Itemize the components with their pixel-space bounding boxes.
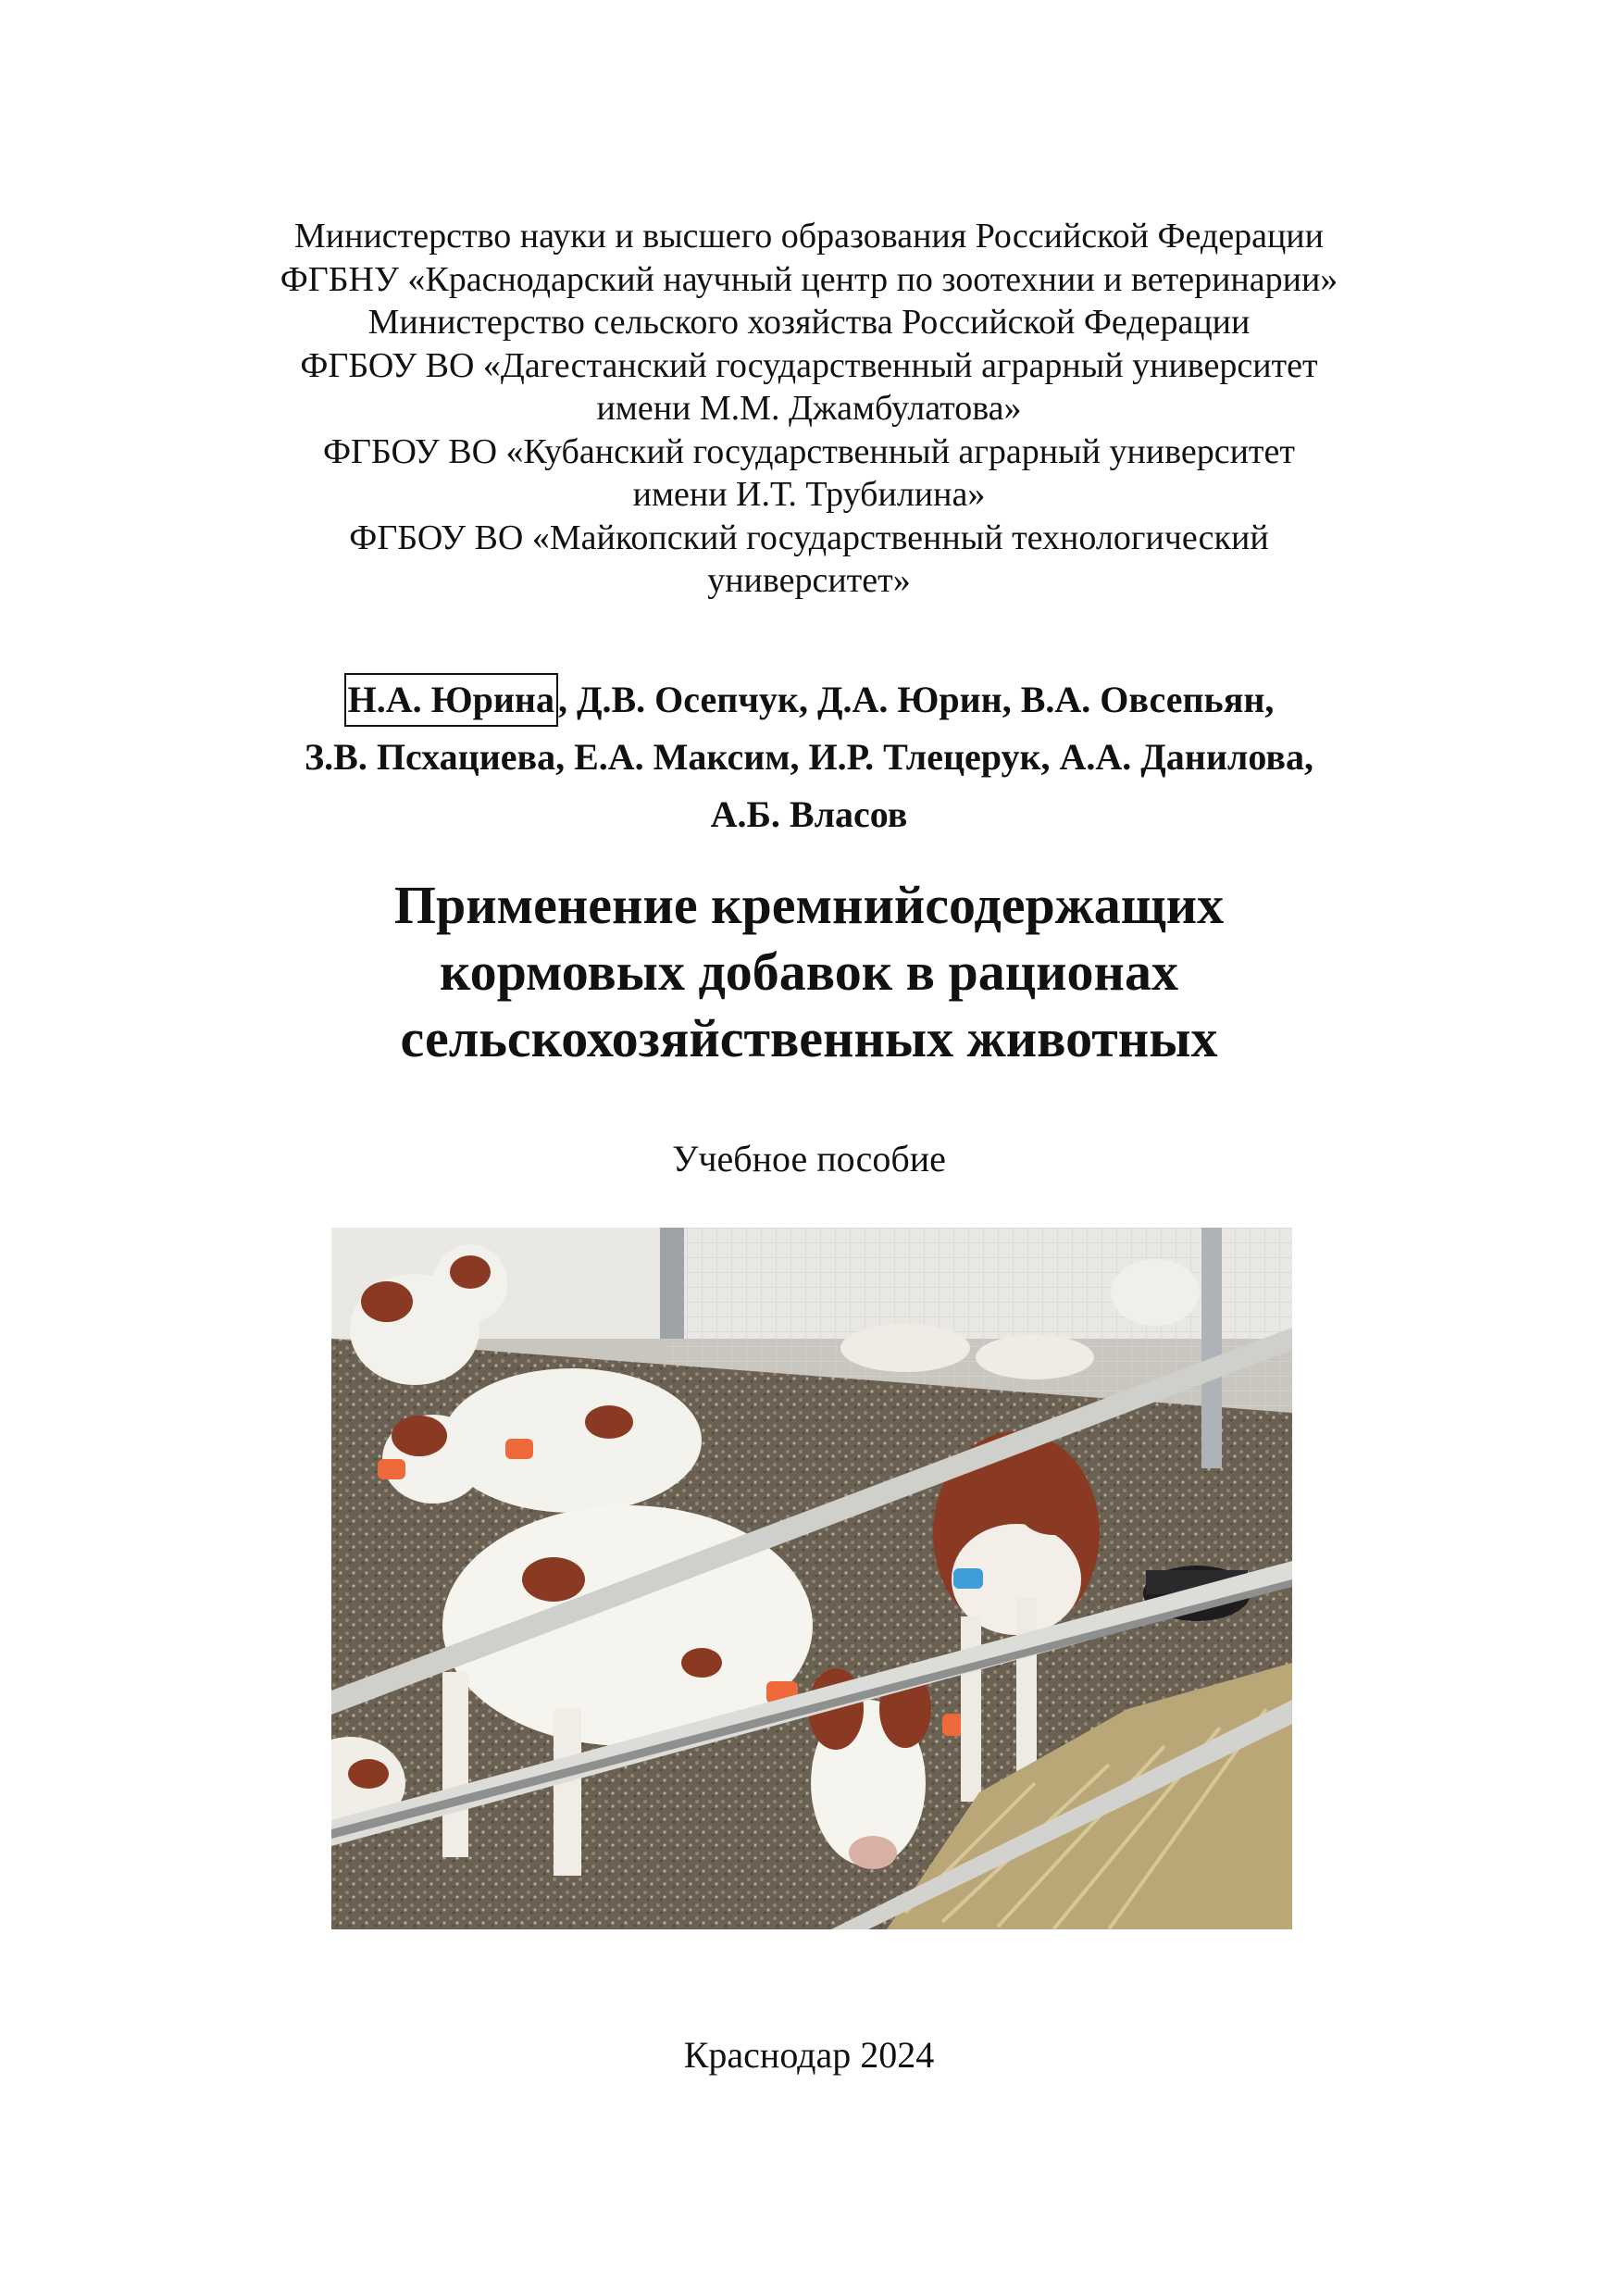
authors-line-1: [0, 671, 1618, 729]
authors-line-1-rest: , Д.В. Осепчук, Д.А. Юрин, В.А. Овсепьян,: [557, 679, 1275, 720]
title-line: сельскохозяйственных животных: [400, 1008, 1218, 1068]
book-subtitle: Учебное пособие: [672, 1138, 946, 1179]
organization-line: имени И.Т. Трубилина»: [632, 475, 986, 514]
cover-photo-calves: [331, 1228, 1292, 1929]
authors-line-2: З.В. Псхациева, Е.А. Максим, И.Р. Тлецерук, А.А. Данилова,: [305, 736, 1313, 778]
organization-line: ФГБОУ ВО «Майкопский государственный технологический: [349, 518, 1269, 557]
organization-line: ФГБОУ ВО «Кубанский государственный аграрный университет: [323, 431, 1295, 471]
organization-line: имени М.М. Джамбулатова»: [596, 389, 1022, 428]
title-line: кормовых добавок в рационах: [440, 942, 1178, 1002]
book-title: [0, 872, 1618, 1072]
organization-line: ФГБОУ ВО «Дагестанский государственный аграрный университет: [300, 345, 1318, 385]
organization-line: университет»: [707, 561, 911, 600]
organizations-block: [0, 215, 1618, 603]
authors-line-3: А.Б. Власов: [710, 793, 908, 835]
organization-line: Министерство науки и высшего образования Российской Федерации: [294, 217, 1324, 256]
organization-line: ФГБНУ «Краснодарский научный центр по зоотехнии и ветеринарии»: [280, 259, 1338, 299]
authors-block: [0, 671, 1618, 843]
title-line: Применение кремнийсодержащих: [393, 875, 1225, 935]
organization-line: Министерство сельского хозяйства Российской Федерации: [367, 303, 1251, 342]
city-year: Краснодар 2024: [683, 2034, 935, 2076]
highlighted-author: Н.А. Юрина: [344, 673, 558, 727]
